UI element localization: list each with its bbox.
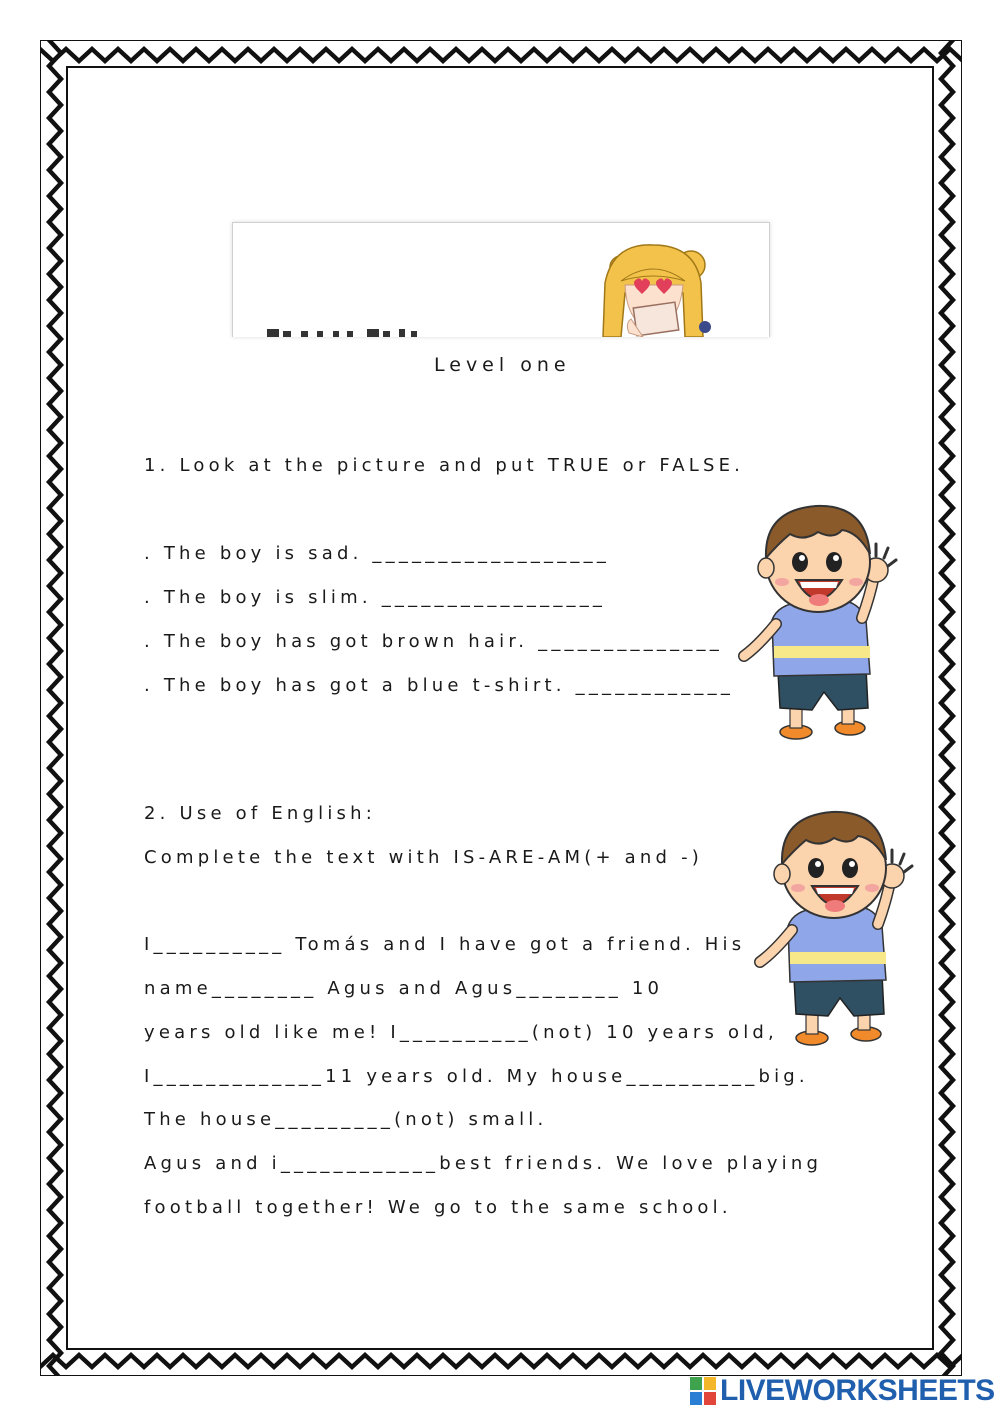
gap-fill-line-1[interactable]: I__________ Tomás and I have got a friend. His: [144, 934, 746, 955]
logo-text: LIVEWORKSHEETS: [720, 1374, 995, 1407]
anime-girl-illustration: [233, 223, 769, 337]
gap-fill-line-3[interactable]: years old like me! I__________(not) 10 years old,: [144, 1022, 778, 1043]
liveworksheets-logo[interactable]: [690, 1374, 995, 1408]
gap-fill-line-4[interactable]: I_____________11 years old. My house__________big.: [144, 1066, 809, 1087]
section1-instruction: 1. Look at the picture and put TRUE or FALSE.: [144, 455, 745, 476]
true-false-item-3[interactable]: . The boy has got brown hair. ______________: [144, 631, 723, 652]
boy-waving-illustration-2: [754, 802, 914, 1050]
true-false-item-1[interactable]: . The boy is sad. __________________: [144, 543, 611, 564]
level-title: Level one: [434, 354, 571, 376]
gap-fill-line-2[interactable]: name________ Agus and Agus________ 10: [144, 978, 664, 999]
liveworksheets-logo-icon: [690, 1377, 716, 1405]
section2-heading: 2. Use of English:: [144, 803, 376, 824]
header-banner-image: [232, 222, 770, 337]
gap-fill-line-7: football together! We go to the same school.: [144, 1197, 732, 1218]
true-false-item-4[interactable]: . The boy has got a blue t-shirt. ____________: [144, 675, 735, 696]
boy-waving-illustration: [738, 496, 898, 744]
section2-instruction: Complete the text with IS-ARE-AM(+ and -): [144, 847, 703, 868]
gap-fill-line-5[interactable]: The house_________(not) small.: [144, 1109, 548, 1130]
true-false-item-2[interactable]: . The boy is slim. _________________: [144, 587, 607, 608]
gap-fill-line-6[interactable]: Agus and i____________best friends. We love playing: [144, 1153, 823, 1174]
